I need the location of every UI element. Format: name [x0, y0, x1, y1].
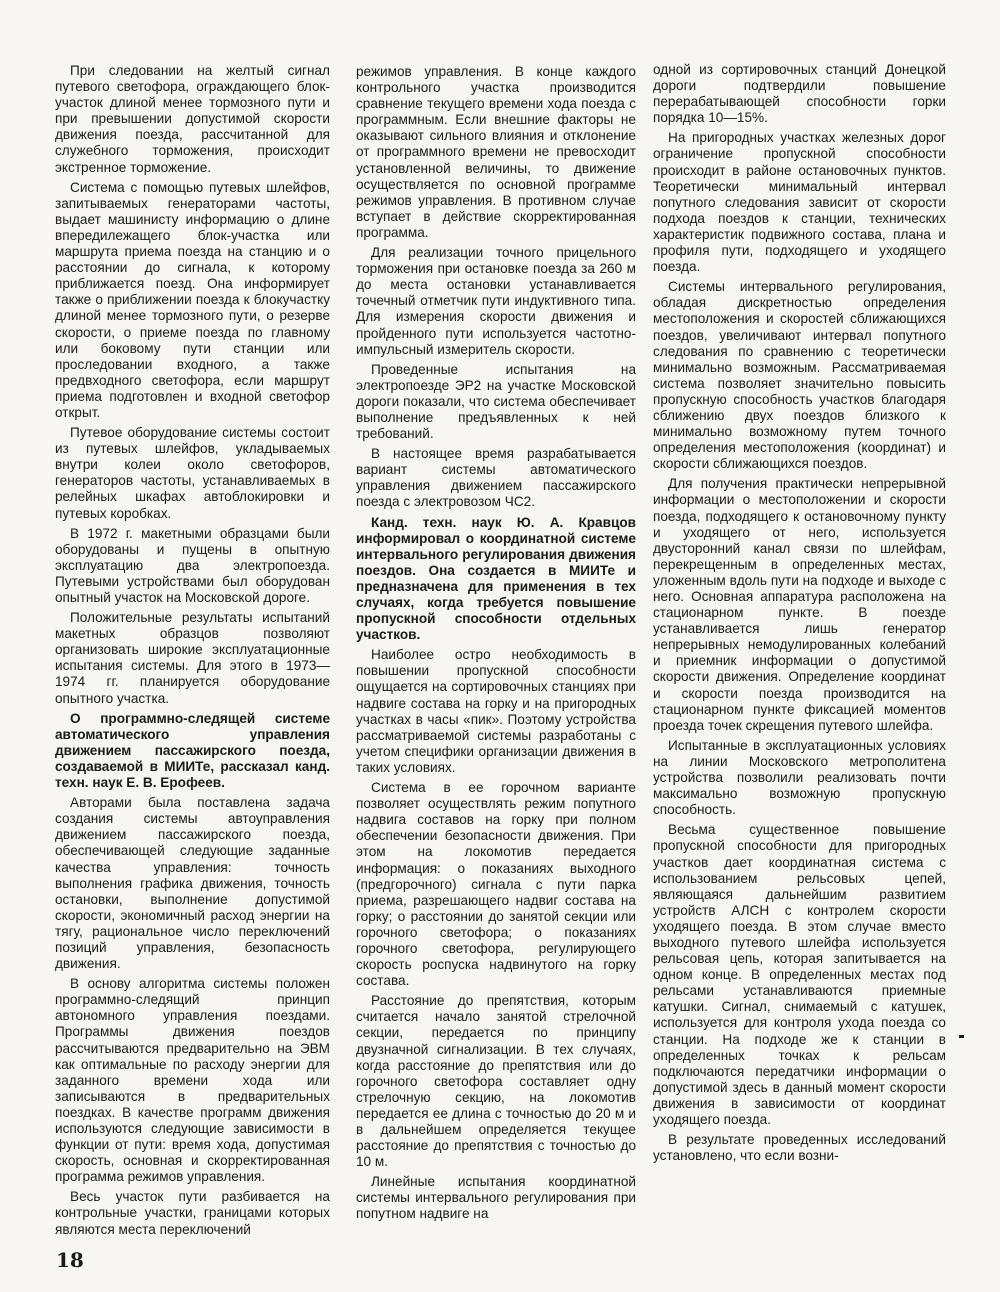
paragraph: Для получения практически непрерывной информации о местоположении и скорости поезда, подходящего к остановочному пункту и уходящего от него, используется двусторонний канал связи по шлейфам, перекрещенным в определенных местах, уложенным вдоль пути на подходе и выходе с него. Основная аппаратура расположена на стационарном пункте. В поезде устанавливается лишь генератор непрерывных немодулированных колебаний и приемник информации о допустимой скорости движения. Определение координат и скорости поезда производится на стационарном пункте фиксацией моментов проезда точек скрещения путевого шлейфа. — [653, 476, 946, 733]
paragraph: В 1972 г. макетными образцами были оборудованы и пущены в опытную эксплуатацию два электропоезда. Путевыми устройствами был оборудован опытный участок на Московской дороге. — [55, 525, 330, 605]
page-number: 18 — [56, 1248, 84, 1272]
paragraph: Система в ее горочном варианте позволяет осуществлять режим попутного надвига составов на горку при полном обеспечении безопасности движения. При этом на локомотив передается информация: о показаниях выходного (предгорочного) сигнала с пути парка приема, разрешающего надвиг состава на горку; о расстоянии до занятой секции или горочного светофора; о показаниях горочного светофора, регулирующего скорость роспуска надвинутого на горку состава. — [356, 780, 636, 989]
paragraph: В настоящее время разрабатывается вариант системы автоматического управления движением пассажирского поезда с электровозом ЧС2. — [356, 446, 636, 510]
paragraph: Весьма существенное повышение пропускной способности для пригородных участков дает координатная система с использованием рельсовых цепей, являющаяся дальнейшим развитием устройств АЛСН с контролем скорости уходящего поезда. В этом случае вместо выходного путевого шлейфа используется рельсовая цепь, которая запитывается на одном конце. В определенных местах под рельсами устанавливаются приемные катушки. Сигнал, снимаемый с катушек, используется для контроля ухода поезда со станции. На подходе же к станции в определенных точках к рельсам подключаются передатчики информации о допустимой здесь в данный момент скорости движения в зависимости от координат уходящего поезда. — [653, 822, 946, 1127]
paragraph: Путевое оборудование системы состоит из путевых шлейфов, укладываемых внутри колеи около светофоров, генераторов частоты, устанавливаемых в релейных шкафах автоблокировки и путевых коробках. — [55, 425, 330, 521]
paragraph: Система с помощью путевых шлейфов, запитываемых генераторами частоты, выдает машинисту информацию о длине впередилежащего блок-участка или маршрута приема поезда на станцию и о расстоянии до сигнала, к которому приближается поезд. Она информирует также о приближении поезда к блокучастку длиной менее тормозного пути, о резерве скорости, о приеме поезда по главному или боковому пути станции или проследовании входного, а также предвходного светофора, если маршрут приема подготовлен и входной светофор открыт. — [55, 179, 330, 420]
paragraph: Системы интервального регулирования, обладая дискретностью определения местоположения и скоростей сближающихся поездов, увеличивают интервал попутного следования по сравнению с теоретически минимально возможным. Рассматриваемая система позволяет значительно повысить пропускную способность участков благодаря сближению двух поездов близкого к минимально возможному путем точного определения местоположения (координат) и скорости сближающихся поездов. — [653, 279, 946, 472]
paragraph: В основу алгоритма системы положен программно-следящий принцип автономного управления поездами. Программы движения поездов рассчитываются предварительно на ЭВМ как оптимальные по расходу энергии для заданного времени хода или записываются в предварительных поездках. В качестве программ движения используются следующие зависимости в функции от пути: время хода, допустимая скорость, основная и скорректированная программа режимов управления. — [55, 976, 330, 1185]
paragraph: Проведенные испытания на электропоезде ЭР2 на участке Московской дороги показали, что система обеспечивает выполнение предъявленных к ней требований. — [356, 361, 636, 442]
paragraph-continued: режимов управления. В конце каждого контрольного участка производится сравнение текущего времени хода поезда с программным. Если внешние факторы не оказывают сильного влияния и отклонение от программного времени не превосходит установленной величины, то движение осуществляется по основной программе режимов управления. В противном случае вступает в действие скорректированная программа. — [356, 64, 636, 240]
paragraph: Испытанные в эксплуатационных условиях на линии Московского метрополитена устройства позволили реализовать почти максимально возможную пропускную способность. — [653, 737, 946, 818]
paragraph: Для реализации точного прицельного торможения при остановке поезда за 260 м до места остановки устанавливается точечный отметчик пути индуктивного типа. Для измерения скорости движения и пройденного пути используется частотно-импульсный измеритель скорости. — [356, 245, 636, 357]
text-column-2 — [356, 64, 636, 1223]
margin-mark — [959, 1035, 964, 1038]
paragraph: Весь участок пути разбивается на контрольные участки, границами которых являются места переключений — [55, 1189, 330, 1237]
paragraph: В результате проведенных исследований установлено, что если возни- — [653, 1132, 946, 1164]
text-column-1 — [55, 63, 330, 1238]
paragraph: Расстояние до препятствия, которым считается начало занятой стрелочной секции, передается по принципу двузначной сигнализации. В тех случаях, когда расстояние до препятствия или до горочного светофора составляет одну стрелочную секцию, на локомотив передается ее длина с точностью до 20 м и в дальнейшем определяется текущее расстояние до препятствия с точностью до 10 м. — [356, 993, 636, 1170]
paragraph: Положительные результаты испытаний макетных образцов позволяют организовать широкие эксплуатационные испытания системы. Для этого в 1973—1974 гг. планируется оборудование опытного участка. — [55, 610, 330, 706]
paragraph-continued: одной из сортировочных станций Донецкой дороги подтвердили повышение перерабатывающей способности горки порядка 10—15%. — [653, 62, 946, 126]
text-column-3 — [653, 62, 946, 1164]
paragraph: Наиболее остро необходимость в повышении пропускной способности ощущается на сортировочных станциях при надвиге состава на горку и на пригородных участках в часы «пик». Поэтому устройства рассматриваемой системы разработаны с учетом специфики организации движения в таких условиях. — [356, 647, 636, 775]
paragraph: Линейные испытания координатной системы интервального регулирования при попутном надвиге на — [356, 1174, 636, 1222]
paragraph: При следовании на желтый сигнал путевого светофора, ограждающего блок-участок длиной менее тормозного пути и при превышении допустимой скорости движения поезда, рассчитанной для служебного торможения, происходит экстренное торможение. — [55, 63, 330, 175]
paragraph: Авторами была поставлена задача создания системы автоуправления движением пассажирского поезда, обеспечивающей следующие заданные качества управления: точность выполнения графика движения, точность остановки, выполнение допустимой скорости, экономичный расход энергии на тягу, рациональное число переключений позиций управления, безопасность движения. — [55, 795, 330, 972]
section-lead-paragraph: О программно-следящей системе автоматического управления движением пассажирского поезда, создаваемой в МИИТе, рассказал канд. техн. наук Е. В. Ерофеев. — [55, 710, 330, 791]
section-lead-paragraph: Канд. техн. наук Ю. А. Кравцов информировал о координатной системе интервального регулирования движения поездов. Она создается в МИИТе и предназначена для применения в тех случаях, когда требуется повышение пропускной способности отдельных участков. — [356, 514, 636, 643]
paragraph: На пригородных участках железных дорог ограничение пропускной способности происходит в районе остановочных пунктов. Теоретически минимальный интервал попутного следования зависит от скорости подхода поездов к станции, технических характеристик подвижного состава, плана и профиля пути, подходящего и уходящего поезда. — [653, 130, 946, 275]
